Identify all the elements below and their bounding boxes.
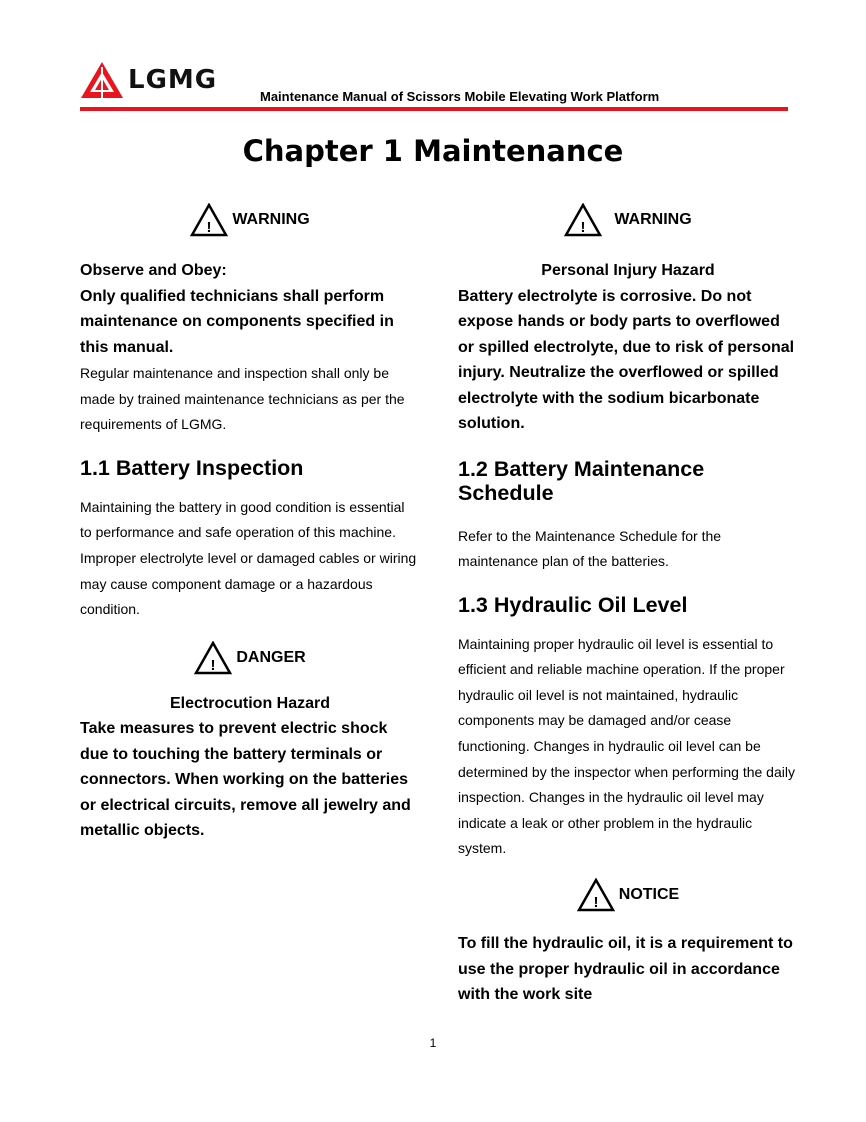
left-column — [80, 200, 420, 844]
section-body: Maintaining proper hydraulic oil level is essential to efficient and reliable machine operation. If the proper hydraulic oil level is not maintained, hydraulic components may be damaged and/or cease functioning. Changes in hydraulic oil level can be determined by the inspector when performing the daily inspection. Changes in the hydraulic oil level may indicate a leak or other problem in the hydraulic system. — [458, 635, 795, 857]
warning-triangle-icon — [194, 641, 232, 675]
page-number: 1 — [429, 1036, 437, 1050]
section-body: Refer to the Maintenance Schedule for the maintenance plan of the batteries. — [458, 527, 722, 570]
section-heading: 1.3 Hydraulic Oil Level — [458, 592, 688, 617]
section-heading: 1.1 Battery Inspection — [80, 455, 304, 480]
warning-label: WARNING — [232, 211, 310, 228]
warning-header — [80, 200, 420, 240]
warning-block-left — [80, 200, 420, 438]
warning-heading: Personal Injury Hazard — [541, 262, 715, 279]
warning-header — [458, 200, 798, 240]
section-battery-inspection — [80, 456, 420, 623]
danger-label: DANGER — [236, 648, 306, 666]
section-body: Maintaining the battery in good condition is essential to performance and safe operation of this machine. Improper electrolyte level or damaged cables or wiring may cause component damage or a hazardous condition. — [80, 498, 417, 618]
section-battery-maintenance-schedule — [458, 457, 798, 575]
lgmg-logo — [80, 61, 217, 99]
warning-triangle-icon — [577, 878, 615, 912]
warning-block-right — [458, 200, 798, 437]
svg-text:!: ! — [580, 219, 586, 236]
chapter-title: Chapter 1 Maintenance — [242, 134, 624, 168]
right-column — [458, 200, 798, 1008]
danger-header — [80, 639, 420, 677]
notice-header — [458, 876, 798, 914]
section-hydraulic-oil-level — [458, 593, 798, 862]
warning-heading: Observe and Obey: — [80, 262, 227, 279]
svg-text:!: ! — [206, 219, 212, 236]
danger-heading: Electrocution Hazard — [169, 694, 331, 712]
warning-triangle-icon — [190, 203, 228, 237]
section-heading: 1.2 Battery Maintenance Schedule — [458, 456, 705, 505]
notice-bold-body: To fill the hydraulic oil, it is a requirement to use the proper hydraulic oil in accordance with the work site — [458, 935, 793, 1004]
danger-bold-body: Take measures to prevent electric shock due to touching the battery terminals or connectors. When working on the batteries or electrical circuits, remove all jewelry and metallic objects. — [80, 720, 411, 840]
svg-text:!: ! — [210, 656, 216, 674]
warning-triangle-icon — [564, 203, 602, 237]
warning-bold-body: Only qualified technicians shall perform maintenance on components specified in this manual. — [80, 287, 394, 356]
notice-block — [458, 876, 798, 1008]
danger-block — [80, 639, 420, 844]
header-title: Maintenance Manual of Scissors Mobile Elevating Work Platform — [260, 89, 660, 104]
logo-text: LGMG — [128, 65, 218, 95]
warning-label: WARNING — [614, 211, 692, 228]
warning-bold-body: Battery electrolyte is corrosive. Do not expose hands or body parts to overflowed or spilled electrolyte, due to risk of personal injury. Neutralize the overflowed or spilled electrolyte with the sodium bicarbonate solution. — [458, 287, 795, 432]
lgmg-logo-icon — [80, 61, 124, 99]
svg-text:!: ! — [593, 894, 599, 912]
warning-body: Regular maintenance and inspection shall only be made by trained maintenance technicians as per the requirements of LGMG. — [80, 365, 405, 433]
header-divider — [80, 107, 788, 111]
notice-label: NOTICE — [618, 886, 680, 904]
